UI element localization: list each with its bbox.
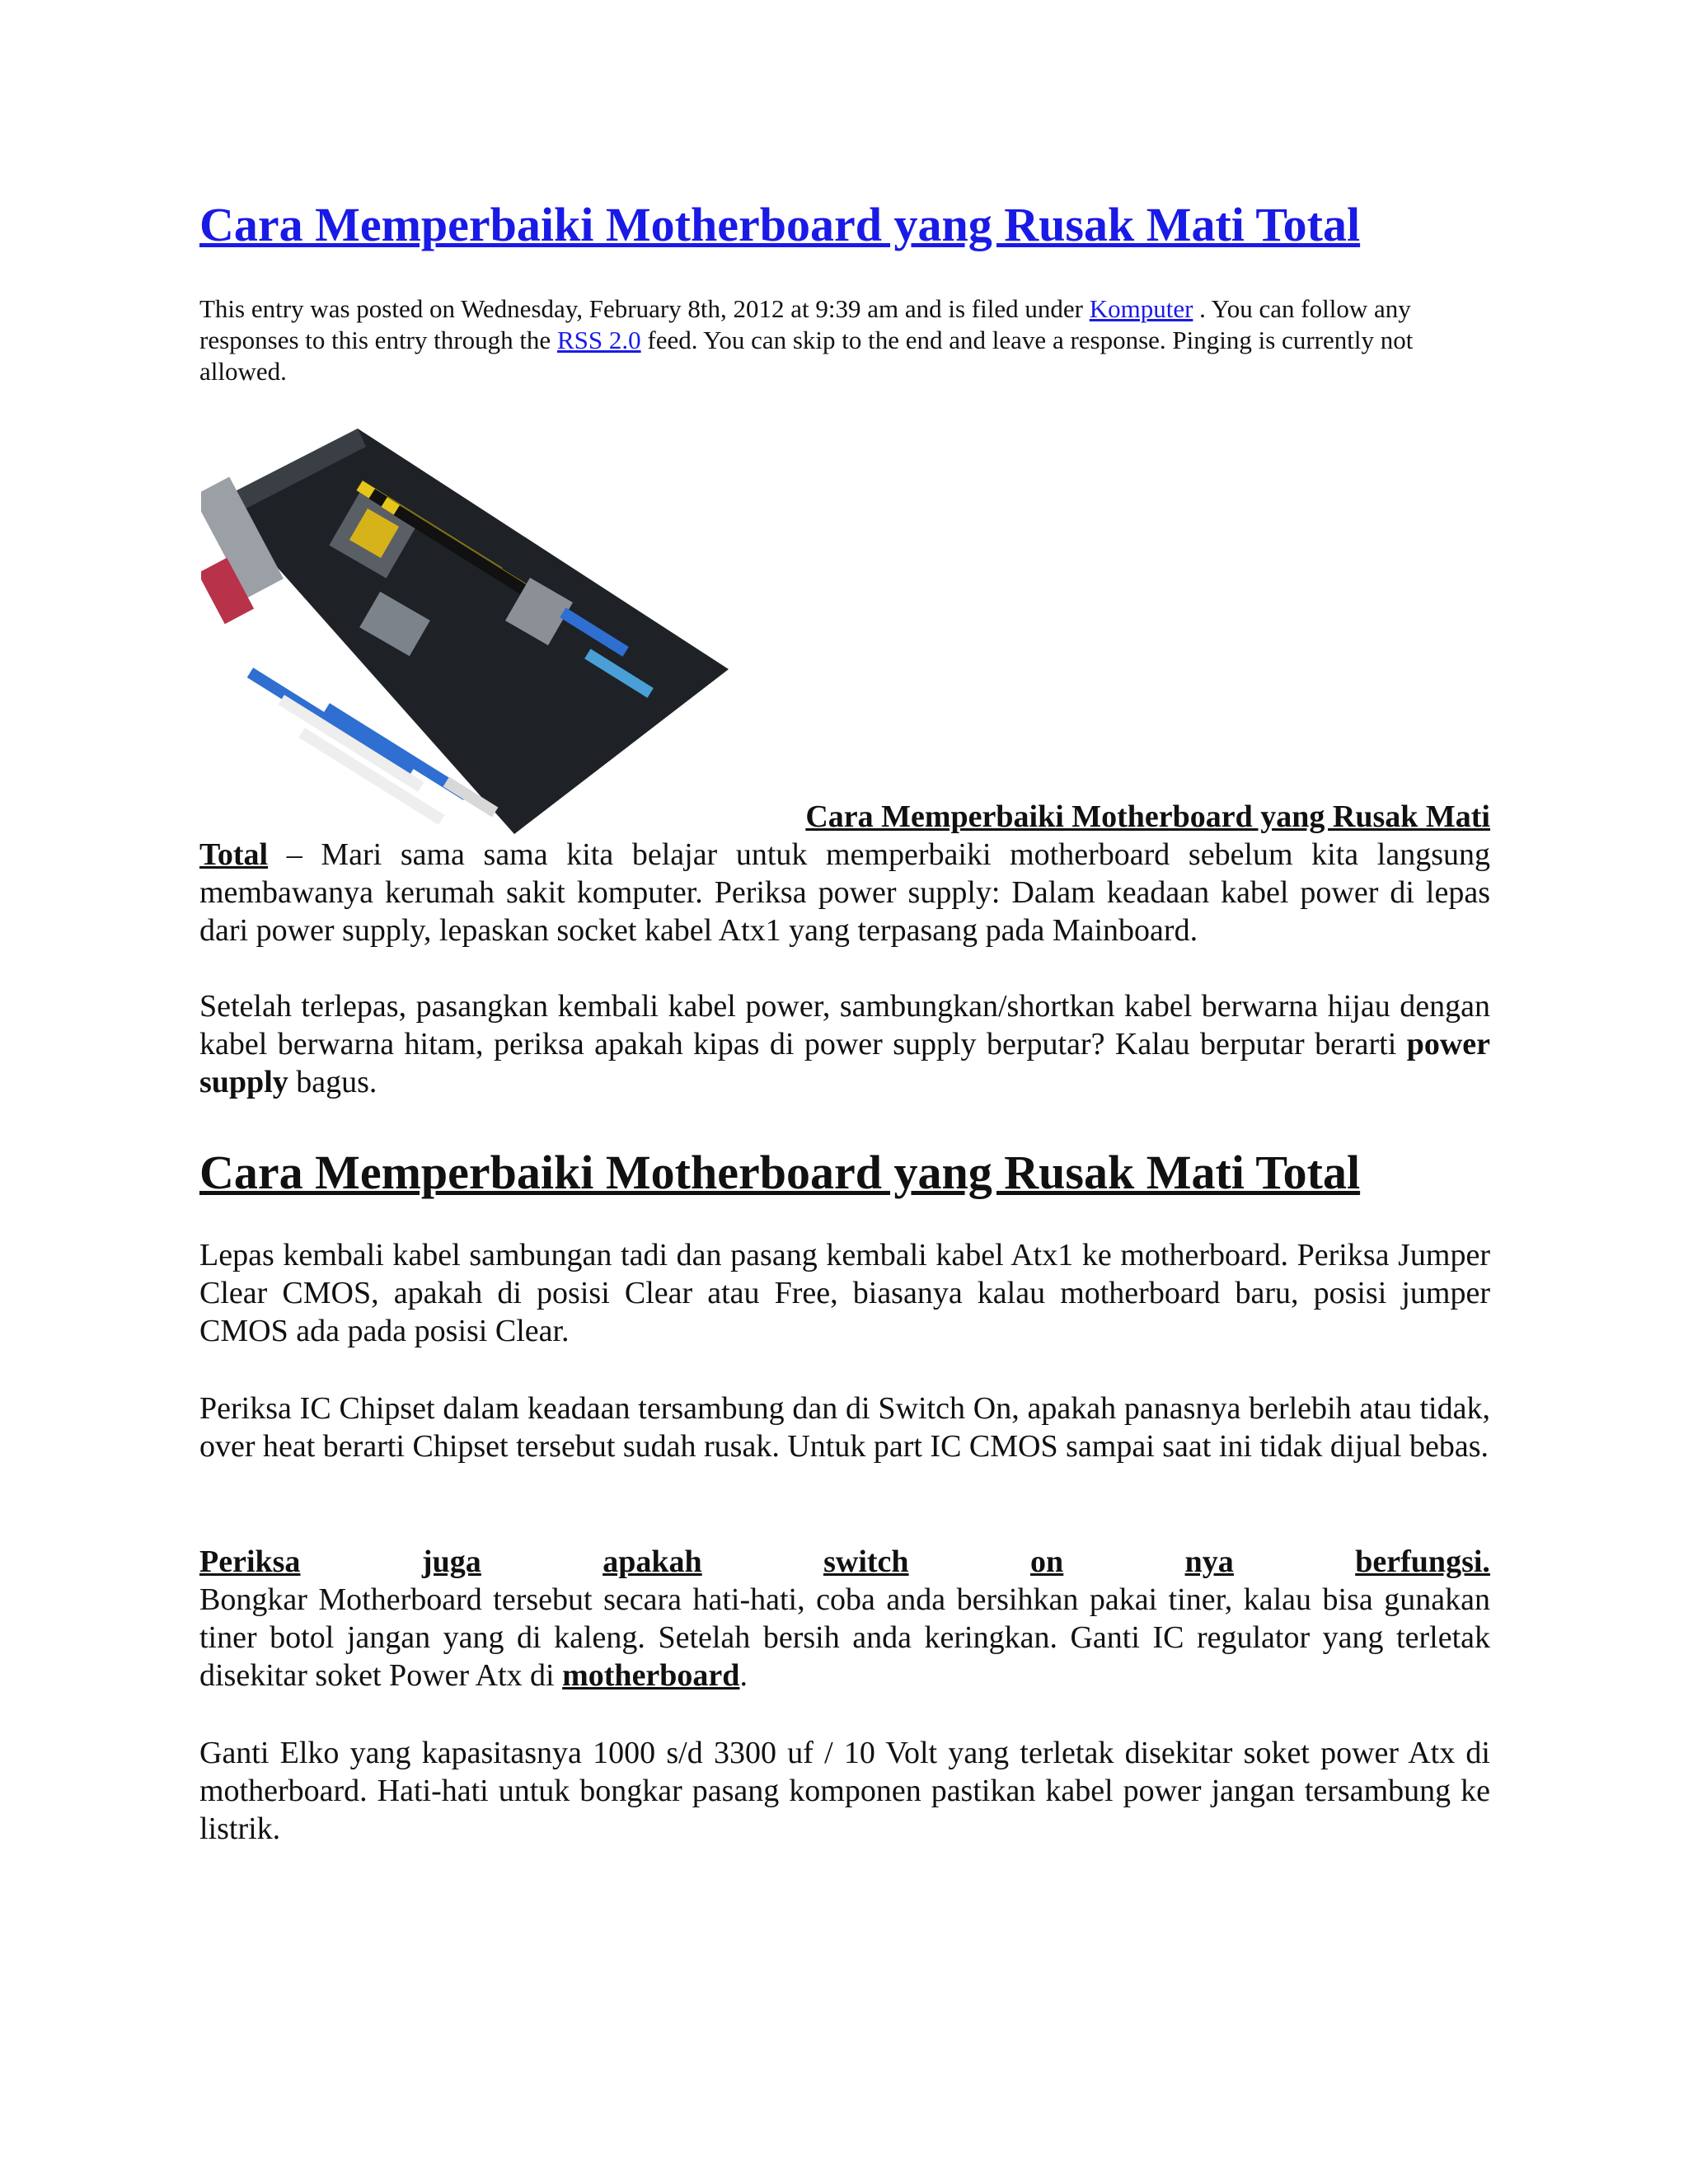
section-heading: Cara Memperbaiki Motherboard yang Rusak Mati Total [199, 1146, 1361, 1199]
paragraph-regulator [199, 1581, 1490, 1694]
switch-heading-word: switch [823, 1544, 909, 1579]
intro-caption-end: Total [199, 837, 269, 872]
switch-heading-word: berfungsi. [1355, 1544, 1490, 1579]
meta-text-1: This entry was posted on Wednesday, February 8th, 2012 at 9:39 am and is filed under [199, 294, 1090, 323]
paragraph-elko: Ganti Elko yang kapasitasnya 1000 s/d 3300 uf / 10 Volt yang terletak disekitar soket power Atx di motherboard. Hati-hati untuk bongkar pasang komponen pastikan kabel power jangan tersambung ke listrik. [199, 1736, 1490, 1846]
paragraph-power-supply [199, 987, 1490, 1101]
meta-text-2: . You can follow any responses to this entry through the [199, 294, 1411, 354]
para5-end: . [739, 1658, 748, 1693]
switch-heading-word: on [1030, 1544, 1064, 1579]
paragraph-chipset: Periksa IC Chipset dalam keadaan tersambung dan di Switch On, apakah panasnya berlebih atau tidak, over heat berarti Chipset tersebut sudah rusak. Untuk part IC CMOS sampai saat ini tidak dijual bebas. [199, 1391, 1490, 1464]
category-link[interactable]: Komputer [1089, 294, 1193, 323]
switch-heading-word: juga [421, 1544, 481, 1579]
intro-text: – Mari sama sama kita belajar untuk memperbaiki motherboard sebelum kita langsung membawanya kerumah sakit komputer. Periksa power supply: Dalam keadaan kabel power di lepas dari power supply, lepaskan socket kabel Atx1 yang terpasang pada Mainboard. [199, 837, 1490, 948]
para5-text: Bongkar Motherboard tersebut secara hati-hati, coba anda bersihkan pakai tiner, kalau bisa gunakan tiner botol jangan yang di kaleng. Setelah bersih anda keringkan. Ganti IC regulator yang terletak disekitar soket Power Atx di [199, 1582, 1490, 1693]
rss-link[interactable]: RSS 2.0 [556, 326, 641, 354]
motherboard-image [201, 422, 729, 834]
intro-caption: Cara Memperbaiki Motherboard yang Rusak Mati [805, 799, 1490, 834]
switch-heading-word: nya [1184, 1544, 1234, 1579]
para2-end: bagus. [288, 1065, 377, 1099]
meta-text-3: feed. You can skip to the end and leave a response. Pinging is currently not allowed. [199, 326, 1414, 386]
switch-heading-word: apakah [603, 1544, 702, 1579]
post-meta [199, 293, 1490, 387]
para2-bold: power supply [199, 1027, 1490, 1099]
switch-heading [199, 1543, 1490, 1581]
motherboard-link[interactable]: motherboard [562, 1658, 740, 1693]
para2-text: Setelah terlepas, pasangkan kembali kabel power, sambungkan/shortkan kabel berwarna hijau dengan kabel berwarna hitam, periksa apakah kipas di power supply berputar? Kalau berputar berarti [199, 989, 1490, 1062]
intro-caption-line [199, 798, 1490, 836]
intro-paragraph [199, 836, 1490, 949]
switch-heading-word: Periksa [199, 1544, 301, 1579]
paragraph-cmos: Lepas kembali kabel sambungan tadi dan pasang kembali kabel Atx1 ke motherboard. Periksa Jumper Clear CMOS, apakah di posisi Clear atau Free, biasanya kalau motherboard baru, posisi jumper CMOS ada pada posisi Clear. [199, 1238, 1490, 1348]
post-title-link[interactable]: Cara Memperbaiki Motherboard yang Rusak Mati Total [199, 198, 1361, 251]
